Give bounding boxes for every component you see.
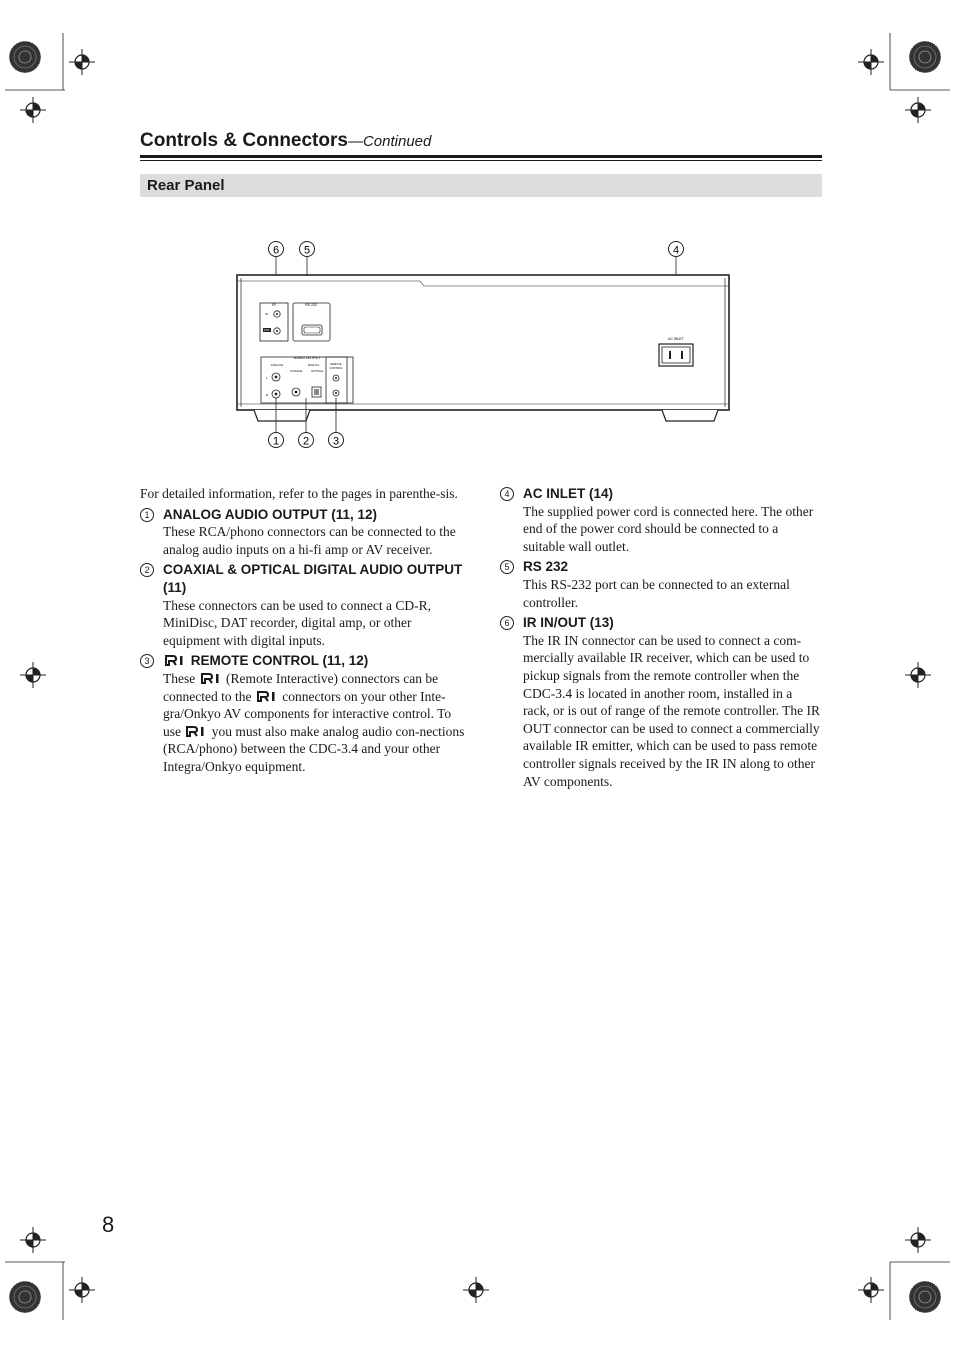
- svg-text:2: 2: [302, 435, 310, 448]
- svg-text:L: L: [266, 376, 268, 380]
- item-body-part: connectors on your other Inte-gra/Onkyo AV components for interactive control. To use: [163, 688, 452, 739]
- item-ac-inlet: [500, 485, 822, 555]
- item-remote-control: [140, 652, 465, 775]
- item-title-text: REMOTE CONTROL (11, 12): [190, 653, 369, 669]
- svg-text:RS 232: RS 232: [305, 303, 317, 307]
- item-number: 6: [500, 616, 514, 630]
- item-number: 4: [500, 487, 514, 501]
- section-header-bar: [140, 174, 822, 197]
- section-title: Rear Panel: [147, 177, 225, 194]
- svg-text:OPTICAL: OPTICAL: [311, 369, 324, 373]
- item-number: 3: [140, 654, 154, 668]
- ri-logo-icon: [165, 655, 185, 666]
- svg-text:ANALOG: ANALOG: [270, 363, 284, 367]
- svg-text:IN: IN: [265, 312, 268, 316]
- svg-text:AUDIO OUTPUT: AUDIO OUTPUT: [293, 356, 321, 360]
- item-body-part: (Remote Interactive) connectors can be connected to the: [163, 670, 439, 704]
- item-ir-in-out: [500, 614, 822, 790]
- svg-text:IR: IR: [272, 303, 276, 307]
- item-body: These connectors can be used to connect a CD-R, MiniDisc, DAT recorder, digital amp, or other equipment with digital inputs.: [163, 597, 432, 648]
- item-number: 5: [500, 560, 514, 574]
- svg-text:AC INLET: AC INLET: [668, 337, 684, 341]
- rear-panel-diagram: [230, 232, 740, 457]
- intro-text: For detailed information, refer to the pages in parenthe-sis.: [140, 486, 458, 501]
- svg-text:R: R: [266, 393, 269, 397]
- item-title: ANALOG AUDIO OUTPUT (11, 12): [163, 506, 378, 522]
- item-title: RS 232: [523, 559, 569, 575]
- item-body-part: you must also make analog audio con-nections (RCA/phono) between the CDC-3.4 and your other Integra/Onkyo equipment.: [163, 723, 465, 774]
- device-chassis: [237, 275, 729, 421]
- right-column: [500, 485, 822, 793]
- item-title: [163, 652, 465, 670]
- item-title: COAXIAL & OPTICAL DIGITAL AUDIO OUTPUT (11): [163, 562, 463, 595]
- header-rule-thick: [140, 155, 822, 158]
- svg-text:1: 1: [272, 435, 280, 448]
- ri-logo-icon: [201, 673, 221, 684]
- page-number: 8: [102, 1212, 115, 1237]
- svg-text:4: 4: [672, 244, 680, 257]
- item-body: [163, 670, 465, 776]
- page-title-continued: —Continued: [347, 133, 432, 150]
- ri-logo-icon: [257, 691, 277, 702]
- svg-text:CONTROL: CONTROL: [329, 367, 343, 370]
- item-title: IR IN/OUT (13): [523, 615, 614, 631]
- item-number: 1: [140, 508, 154, 522]
- svg-text:REMOTE: REMOTE: [330, 363, 342, 366]
- item-body: This RS-232 port can be connected to an external controller.: [523, 576, 790, 610]
- item-body: The IR IN connector can be used to connect a com-mercially available IR receiver, which can be used to pickup signals from the remote controller when the CDC-3.4 is located in another room, installed in a rack, or is out of range of the remote controller. The IR OUT connector can be used to connect a commercially available IR emitter, which can be used to pass remote controller signals received by the IR IN along to other AV components.: [523, 632, 821, 789]
- ri-logo-icon: [186, 726, 206, 737]
- svg-text:COAXIAL: COAXIAL: [290, 369, 304, 373]
- item-title: AC INLET (14): [523, 486, 614, 501]
- item-body: The supplied power cord is connected here. The other end of the power cord should be connected to a suitable wall outlet.: [523, 503, 814, 554]
- svg-text:5: 5: [303, 244, 311, 257]
- page-title: Controls & Connectors: [140, 130, 348, 151]
- page-header: [140, 130, 822, 152]
- item-analog-audio-output: [140, 506, 465, 559]
- item-body: These RCA/phono connectors can be connected to the analog audio inputs on a hi-fi amp or AV receiver.: [163, 524, 456, 557]
- svg-text:3: 3: [332, 435, 340, 448]
- item-rs232: [500, 558, 822, 611]
- svg-text:DIGITAL: DIGITAL: [308, 363, 320, 367]
- svg-text:OUT: OUT: [264, 329, 270, 332]
- svg-text:6: 6: [272, 244, 280, 257]
- item-number: 2: [140, 563, 154, 577]
- header-rule-thin: [140, 160, 822, 161]
- item-body-part: These: [163, 670, 196, 686]
- left-column: [140, 485, 465, 779]
- item-digital-audio-output: [140, 561, 465, 649]
